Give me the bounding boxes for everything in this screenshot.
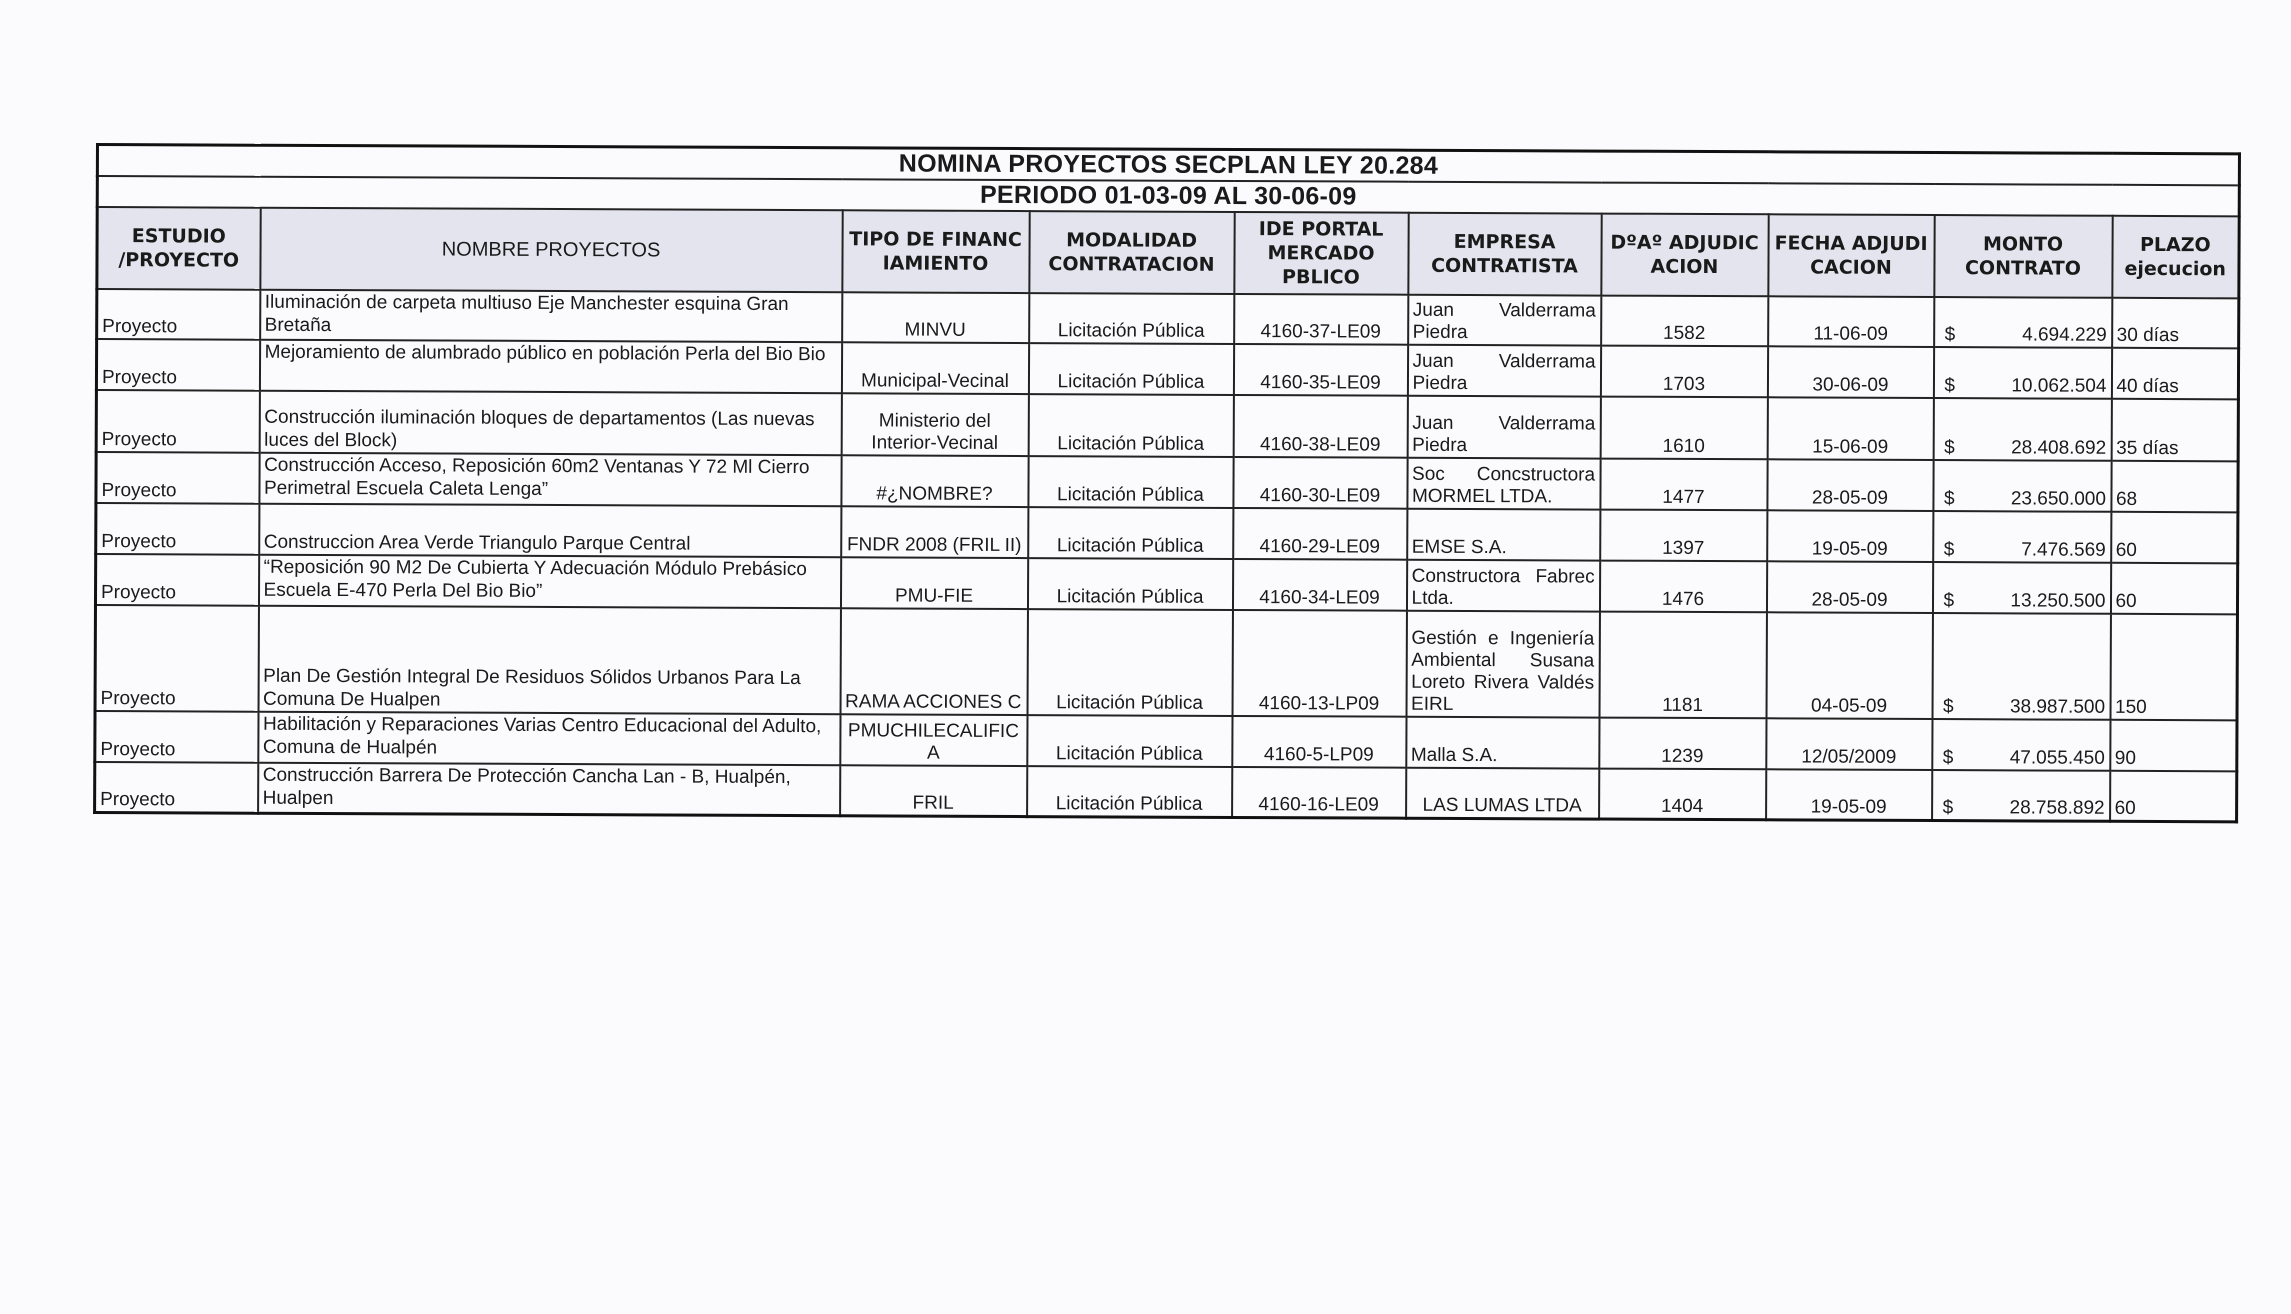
cell-modalidad: Licitación Pública [1028,507,1233,559]
amount: 28.408.692 [2011,437,2107,459]
cell-empresa: LAS LUMAS LTDA [1406,768,1599,819]
cell-decreto: 1404 [1599,769,1766,820]
cell-empresa: EMSE S.A. [1407,509,1600,561]
cell-fecha: 11-06-09 [1768,296,1934,347]
cell-decreto: 1582 [1601,296,1768,347]
cell-tipo: #¿NOMBRE? [841,455,1028,507]
cell-nombre: “Reposición 90 M2 De Cubierta Y Adecuación Módulo Prebásico Escuela E-470 Perla Del Bio Bio” [258,555,840,609]
cell-ide: 4160-30-LE09 [1233,457,1407,509]
cell-tipo: Municipal-Vecinal [841,342,1028,394]
projects-table [93,143,2241,823]
header-fecha: FECHA ADJUDICACION [1768,214,1934,297]
cell-empresa: Soc Concstructora MORMEL LTDA. [1407,458,1600,510]
cell-plazo: 60 [2111,512,2238,564]
cell-modalidad: Licitación Pública [1029,293,1234,344]
cell-nombre: Construcción Barrera De Protección Cancha Lan - B, Hualpén, Hualpen [258,763,840,816]
amount: 38.987.500 [2009,696,2106,718]
cell-empresa: Juan Valderrama Piedra [1407,396,1600,459]
cell-modalidad: Licitación Pública [1028,394,1233,457]
table-row [95,762,2237,821]
cell-plazo: 90 [2110,720,2237,772]
cell-estudio: Proyecto [97,289,260,340]
currency-symbol: $ [1943,539,1955,561]
currency-symbol: $ [1942,747,1954,769]
period-text: PERIODO 01-03-09 AL 30-06-09 [979,180,1357,211]
amount: 7.476.569 [2021,539,2106,561]
cell-modalidad: Licitación Pública [1027,766,1232,817]
currency-symbol: $ [1944,437,1955,459]
cell-tipo: Ministerio del Interior-Vecinal [841,393,1028,456]
cell-ide: 4160-13-LP09 [1232,610,1406,717]
table-row [96,339,2238,399]
cell-decreto: 1477 [1600,459,1767,511]
table-row [96,503,2238,563]
cell-monto [1932,770,2110,821]
header-nombre: NOMBRE PROYECTOS [260,208,842,293]
cell-plazo: 35 días [2111,399,2238,462]
amount: 47.055.450 [2009,747,2105,769]
cell-plazo: 30 días [2112,298,2239,349]
cell-monto [1933,398,2111,461]
cell-nombre: Habilitación y Reparaciones Varias Centro Educacional del Adulto, Comuna de Hualpén [258,712,840,766]
header-empresa: EMPRESA CONTRATISTA [1408,213,1601,296]
cell-estudio: Proyecto [95,762,258,813]
cell-estudio: Proyecto [96,503,259,555]
cell-tipo: FRIL [840,765,1027,816]
cell-ide: 4160-37-LE09 [1234,294,1408,345]
table-row [95,711,2237,771]
cell-nombre: Construccion Area Verde Triangulo Parque Central [259,504,841,558]
cell-monto [1932,719,2110,771]
cell-monto [1933,460,2111,512]
cell-ide: 4160-38-LE09 [1233,395,1407,458]
cell-fecha: 04-05-09 [1766,612,1932,719]
cell-fecha: 12/05/2009 [1766,718,1932,770]
cell-empresa: Malla S.A. [1406,717,1599,769]
cell-nombre: Construcción iluminación bloques de departamentos (Las nuevas luces del Block) [259,391,841,456]
table-row [95,605,2237,720]
currency-symbol: $ [1944,324,1956,346]
currency-symbol: $ [1943,590,1955,612]
cell-tipo: FNDR 2008 (FRIL II) [841,506,1028,558]
cell-nombre: Iluminación de carpeta multiuso Eje Manchester esquina Gran Bretaña [260,290,842,343]
cell-empresa: Constructora Fabrec Ltda. [1406,560,1599,612]
cell-nombre: Plan De Gestión Integral De Residuos Sólidos Urbanos Para La Comuna De Hualpen [258,606,840,715]
cell-plazo: 60 [2110,563,2237,615]
cell-ide: 4160-16-LE09 [1232,767,1406,818]
cell-decreto: 1610 [1600,397,1767,460]
scanned-sheet [93,143,2238,823]
cell-decreto: 1476 [1599,561,1766,613]
cell-plazo: 40 días [2111,348,2238,400]
cell-empresa: Juan Valderrama Piedra [1407,345,1600,397]
cell-decreto: 1703 [1600,346,1767,398]
amount: 28.758.892 [2009,796,2105,819]
header-row [97,207,2239,298]
table-row [95,554,2237,614]
cell-tipo: PMUCHILECALIFICA [840,714,1027,766]
cell-plazo: 68 [2111,461,2238,513]
cell-plazo: 60 [2110,771,2237,822]
amount: 10.062.504 [2011,375,2107,397]
cell-monto [1932,613,2110,720]
title-text: NOMINA PROYECTOS SECPLAN LEY 20.284 [898,149,1439,180]
cell-ide: 4160-5-LP09 [1232,716,1406,768]
header-ide: IDE PORTAL MERCADO PBLICO [1234,212,1408,295]
cell-nombre: Mejoramiento de alumbrado público en población Perla del Bio Bio [259,340,841,394]
header-monto: MONTO CONTRATO [1934,215,2112,298]
cell-modalidad: Licitación Pública [1027,609,1232,716]
cell-modalidad: Licitación Pública [1028,343,1233,395]
cell-estudio: Proyecto [95,554,258,606]
amount: 23.650.000 [2010,488,2107,510]
cell-estudio: Proyecto [96,390,259,453]
amount: 13.250.500 [2010,590,2106,612]
header-decreto: DºAº ADJUDICACION [1601,214,1768,297]
cell-estudio: Proyecto [96,339,259,391]
cell-fecha: 19-05-09 [1766,769,1932,820]
cell-ide: 4160-34-LE09 [1232,559,1406,611]
amount: 4.694.229 [2022,324,2107,346]
cell-fecha: 30-06-09 [1767,346,1933,398]
cell-nombre: Construcción Acceso, Reposición 60m2 Ventanas Y 72 Ml Cierro Perimetral Escuela Caleta Lenga” [259,453,841,507]
table-row [96,390,2238,461]
cell-ide: 4160-29-LE09 [1233,508,1407,560]
cell-tipo: RAMA ACCIONES C [840,608,1027,715]
cell-monto [1933,347,2111,399]
cell-modalidad: Licitación Pública [1028,456,1233,508]
cell-fecha: 28-05-09 [1766,561,1932,613]
cell-estudio: Proyecto [95,711,258,763]
cell-plazo: 150 [2110,614,2238,721]
cell-tipo: PMU-FIE [840,557,1027,609]
cell-fecha: 19-05-09 [1767,510,1933,562]
cell-decreto: 1239 [1599,718,1766,770]
cell-estudio: Proyecto [95,605,258,712]
currency-symbol: $ [1943,696,1954,718]
cell-monto [1934,297,2112,348]
cell-decreto: 1397 [1600,510,1767,562]
cell-monto [1932,562,2110,614]
cell-empresa: Juan Valderrama Piedra [1408,295,1601,346]
cell-ide: 4160-35-LE09 [1233,344,1407,396]
currency-symbol: $ [1943,488,1955,510]
currency-symbol: $ [1944,375,1956,397]
cell-modalidad: Licitación Pública [1027,558,1232,610]
cell-empresa: Gestión e Ingeniería Ambiental Susana Loreto Rivera Valdés EIRL [1406,611,1599,718]
header-modalidad: MODALIDAD CONTRATACION [1029,211,1234,294]
header-tipo: TIPO DE FINANCIAMIENTO [842,210,1029,293]
table-row [96,452,2238,512]
cell-decreto: 1181 [1599,612,1766,719]
cell-fecha: 15-06-09 [1767,397,1933,460]
header-plazo: PLAZO ejecucion [2112,216,2239,299]
cell-fecha: 28-05-09 [1767,459,1933,511]
cell-modalidad: Licitación Pública [1027,715,1232,767]
cell-tipo: MINVU [842,292,1029,343]
header-estudio: ESTUDIO /PROYECTO [97,207,260,290]
cell-monto [1933,511,2111,563]
currency-symbol: $ [1942,796,1954,818]
cell-estudio: Proyecto [96,452,259,504]
